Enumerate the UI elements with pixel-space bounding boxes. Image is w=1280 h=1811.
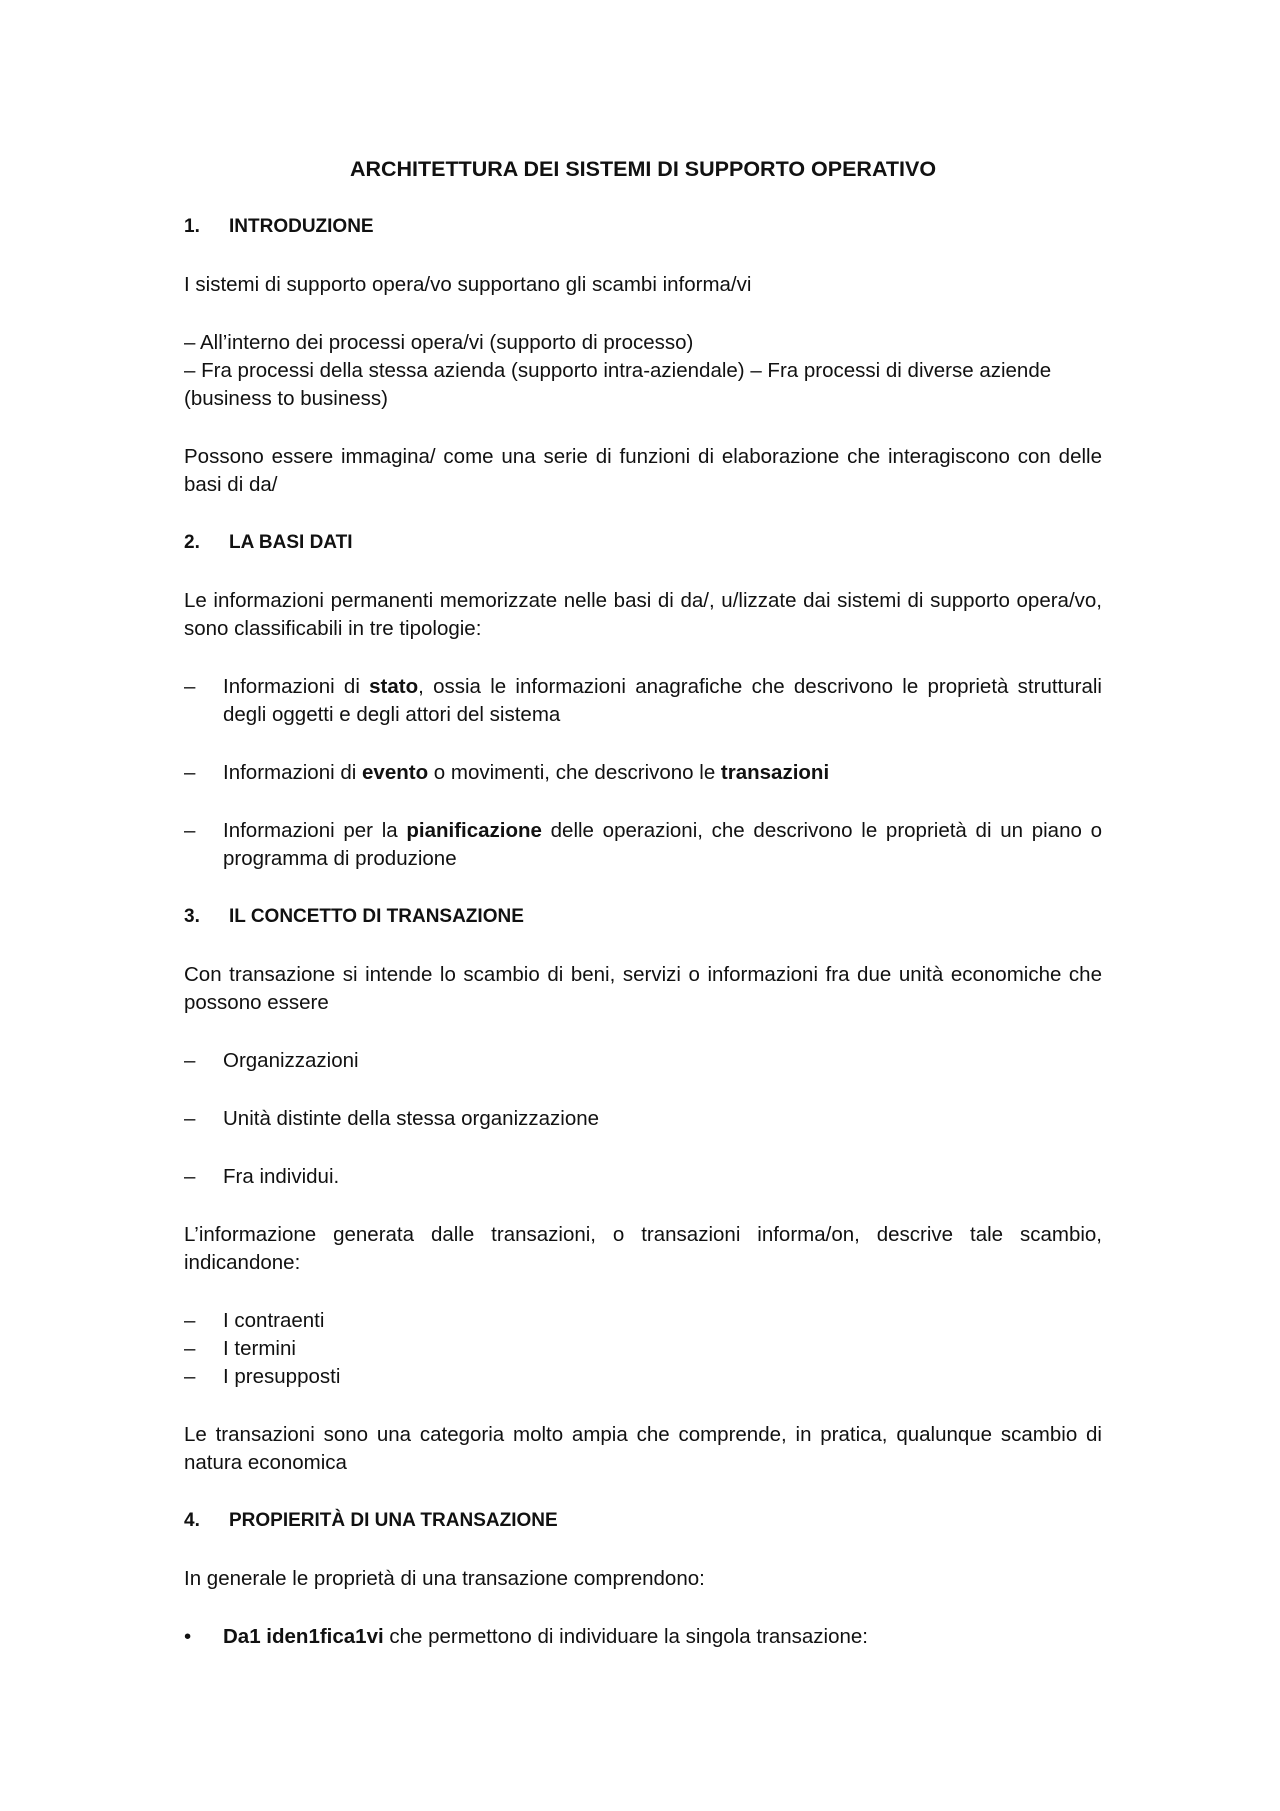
item-text: Unità distinte della stessa organizzazione bbox=[223, 1107, 600, 1130]
item-text: Informazioni per la bbox=[223, 819, 407, 842]
section-heading-introduzione bbox=[184, 213, 1102, 241]
list-item bbox=[184, 1047, 1102, 1075]
dash-list bbox=[184, 673, 1102, 873]
text-line: – Fra processi della stessa azienda (supporto intra-aziendale) – Fra processi di diverse aziende (business to business) bbox=[184, 359, 1052, 410]
item-text: I presupposti bbox=[223, 1365, 341, 1388]
item-bold: stato bbox=[369, 675, 419, 698]
section-title: LA BASI DATI bbox=[229, 532, 353, 553]
list-item bbox=[184, 1307, 1102, 1335]
item-bold: Da1 iden1fica1vi bbox=[223, 1625, 384, 1648]
dash-list bbox=[184, 1047, 1102, 1191]
section-heading-proprieta bbox=[184, 1507, 1102, 1535]
dash-marker: – bbox=[184, 1107, 196, 1130]
item-text: che permettono di individuare la singola transazione: bbox=[383, 1625, 868, 1648]
paragraph: Possono essere immagina/ come una serie di funzioni di elaborazione che interagiscono con delle basi di da/ bbox=[184, 445, 1102, 496]
dash-marker: – bbox=[184, 1365, 196, 1388]
dash-marker: – bbox=[184, 819, 196, 842]
item-bold: transazioni bbox=[720, 761, 830, 784]
item-bold: pianificazione bbox=[406, 819, 542, 842]
dash-list bbox=[184, 1307, 1102, 1391]
document-title: ARCHITETTURA DEI SISTEMI DI SUPPORTO OPERATIVO bbox=[349, 157, 937, 181]
section-title: INTRODUZIONE bbox=[229, 216, 374, 237]
list-item bbox=[184, 1363, 1102, 1391]
item-bold: evento bbox=[362, 761, 429, 784]
bullet-list bbox=[184, 1623, 1102, 1651]
section-title: PROPIERITÀ DI UNA TRANSAZIONE bbox=[229, 1510, 558, 1531]
item-text: Informazioni di bbox=[223, 761, 363, 784]
list-item bbox=[184, 1623, 1102, 1651]
paragraph: Le informazioni permanenti memorizzate nelle basi di da/, u/lizzate dai sistemi di supporto opera/vo, sono classificabili in tre tipologie: bbox=[184, 589, 1102, 640]
dash-marker: – bbox=[184, 1049, 196, 1072]
list-item bbox=[184, 1105, 1102, 1133]
document-body bbox=[184, 153, 1102, 1651]
list-item bbox=[184, 759, 1102, 787]
item-text: Informazioni di bbox=[223, 675, 370, 698]
item-text: Fra individui. bbox=[223, 1165, 340, 1188]
section-number: 3. bbox=[184, 906, 200, 927]
paragraph: Le transazioni sono una categoria molto ampia che comprende, in pratica, qualunque scambio di natura economica bbox=[184, 1423, 1102, 1474]
item-text: , ossia le informazioni anagrafiche che descrivono le proprietà strutturali degli oggetti e degli attori del sistema bbox=[223, 675, 1102, 726]
item-text: Organizzazioni bbox=[223, 1049, 359, 1072]
paragraph: In generale le proprietà di una transazione comprendono: bbox=[184, 1567, 705, 1590]
section-heading-basi-dati bbox=[184, 529, 1102, 557]
item-text: delle operazioni, che descrivono le proprietà di un piano o programma di produzione bbox=[223, 819, 1102, 870]
item-text: I termini bbox=[223, 1337, 296, 1360]
paragraph: L’informazione generata dalle transazioni, o transazioni informa/on, descrive tale scambio, indicandone: bbox=[184, 1223, 1102, 1274]
dash-marker: – bbox=[184, 1309, 196, 1332]
list-item bbox=[184, 1163, 1102, 1191]
text-line: – All’interno dei processi opera/vi (supporto di processo) bbox=[184, 331, 694, 354]
section-number: 1. bbox=[184, 216, 200, 237]
section-number: 2. bbox=[184, 532, 200, 553]
dash-marker: – bbox=[184, 675, 196, 698]
item-text: o movimenti, che descrivono le bbox=[428, 761, 721, 784]
paragraph-lines bbox=[184, 329, 1102, 413]
dash-marker: – bbox=[184, 761, 196, 784]
list-item bbox=[184, 1335, 1102, 1363]
dash-marker: – bbox=[184, 1165, 196, 1188]
section-heading-transazione bbox=[184, 903, 1102, 931]
section-number: 4. bbox=[184, 1510, 200, 1531]
list-item bbox=[184, 817, 1102, 873]
list-item bbox=[184, 673, 1102, 729]
paragraph: I sistemi di supporto opera/vo supportano gli scambi informa/vi bbox=[184, 273, 752, 296]
bullet-marker: • bbox=[184, 1625, 192, 1648]
item-text: I contraenti bbox=[223, 1309, 325, 1332]
dash-marker: – bbox=[184, 1337, 196, 1360]
section-title: IL CONCETTO DI TRANSAZIONE bbox=[229, 906, 524, 927]
paragraph: Con transazione si intende lo scambio di beni, servizi o informazioni fra due unità economiche che possono essere bbox=[184, 963, 1102, 1014]
